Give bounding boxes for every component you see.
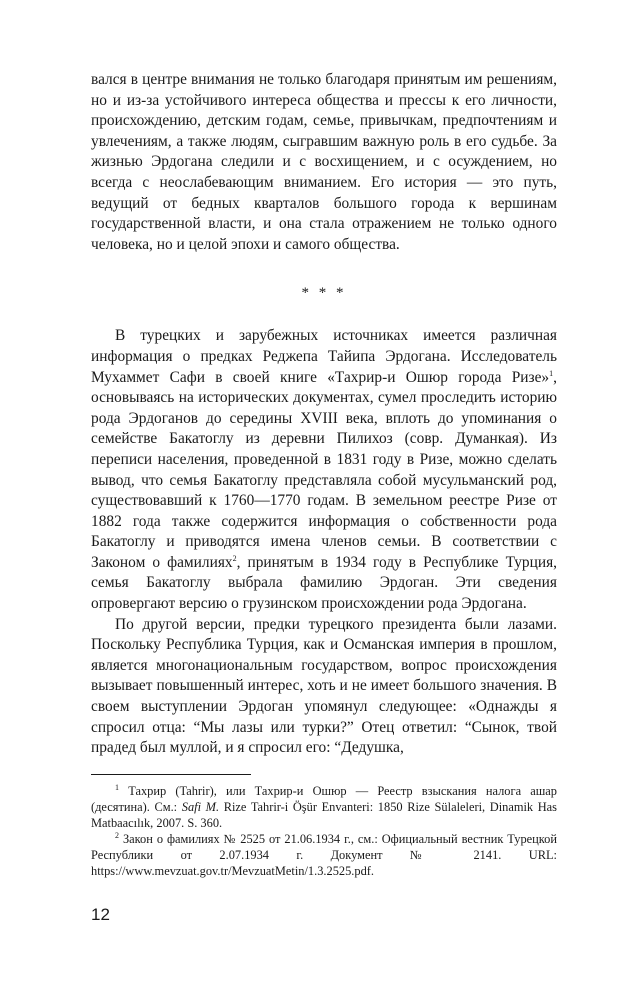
footnote-1-author: Safi M. bbox=[181, 799, 220, 814]
paragraph-3 bbox=[91, 615, 557, 759]
paragraph-2-text-b: , основываясь на исторических документах, сумел проследить историю рода Эрдоганов до середины XVIII века, вплоть до упоминания о семействе Бакатоглу из деревни Пилихоз (совр. Думанкая). Из переписи населения, проведенной в 1831 году в Ризе, можно сделать вывод, что семья Бакатоглу представляла собой мусульманский род, существовавший к 1760—1770 годам. В земельном реестре Ризе от 1882 года также содержится информация о собственности рода Бакатоглу и приводятся имена членов семьи. В соответствии с Законом о фамилиях bbox=[91, 368, 557, 571]
footnote-2 bbox=[91, 831, 557, 879]
paragraph-1-text: вался в центре внимания не только благодаря принятым им решениям, но и из-за устойчивого интереса общества и прессы к его личности, происхождению, детским годам, семье, привычкам, предпочтениям и увлечениям, а также людям, сыгравшим важную роль в его судьбе. За жизнью Эрдогана следили и с восхищением, и с осуждением, но всегда с неослабевающим вниманием. Его история — это путь, ведущий от бедных кварталов большого города к вершинам государственной власти, и она стала отражением не только одного человека, но и целой эпохи и самого общества. bbox=[91, 71, 557, 253]
footnote-1-number: 1 bbox=[115, 782, 119, 792]
page-body bbox=[91, 70, 557, 879]
footnote-ref-1[interactable]: 1 bbox=[549, 368, 554, 378]
paragraph-1 bbox=[91, 70, 557, 255]
page-number: 12 bbox=[91, 905, 110, 924]
footnote-1-text-a: Тахрир (Tahrir), или Тахрир-и Ошюр — Реестр взыскания налога ашар (десятина). См.: bbox=[91, 783, 557, 814]
footnote-1 bbox=[91, 783, 557, 831]
paragraph-3-text: По другой версии, предки турецкого президента были лазами. Поскольку Республика Турция, как и Османская империя в прошлом, является многонациональным государством, вопрос происхождения вызывает повышенный интерес, хоть и не имеет большого значения. В своем выступлении Эрдоган упомянул следующее: «Однажды я спросил отца: “Мы лазы или турки?” Отец ответил: “Сынок, твой прадед был муллой, и я спросил его: “Дедушка, bbox=[91, 615, 557, 757]
section-separator: * * * bbox=[301, 285, 347, 302]
footnote-2-number: 2 bbox=[115, 830, 119, 840]
footnote-divider bbox=[91, 774, 251, 775]
footnote-2-text: Закон о фамилиях № 2525 от 21.06.1934 г., см.: Официальный вестник Турецкой Республики от 2.07.1934 г. Документ № 2141. URL: https://www.mevzuat.gov.tr/MevzuatMetin/1.3.2525.pdf. bbox=[91, 831, 557, 878]
paragraph-2-text-c: , принятым в 1934 году в Республике Турция, семья Бакатоглу выбрала фамилию Эрдоган. Эти сведения опровергают версию о грузинском происхождении рода Эрдогана. bbox=[91, 553, 558, 613]
paragraph-2-text-a: В турецких и зарубежных источниках имеется различная информация о предках Реджепа Тайипа Эрдогана. Исследователь Мухаммет Сафи в своей книге «Тахрир-и Ошюр города Ризе» bbox=[91, 327, 557, 386]
paragraph-2 bbox=[91, 326, 557, 614]
footnote-ref-2[interactable]: 2 bbox=[232, 553, 237, 563]
footnote-1-text-b: Rize Tahrir-i Öşür Envanteri: 1850 Rize Sülaleleri, Dinamik Has Matbaacılık, 2007. S. 360. bbox=[91, 799, 558, 830]
